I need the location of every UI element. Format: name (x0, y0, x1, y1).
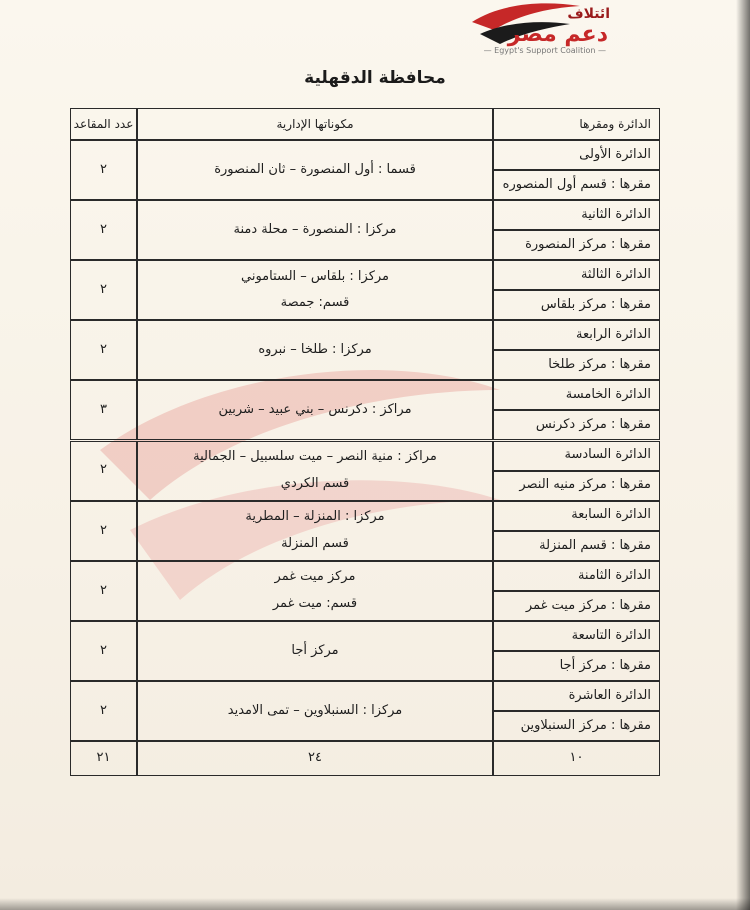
total-districts: ١٠ (493, 741, 660, 776)
district-seats: ٣ (70, 380, 137, 440)
district-components (137, 561, 493, 621)
district-seat: مقرها : مركز طلخا (493, 350, 660, 380)
district-components (137, 320, 493, 380)
district-name: الدائرة الخامسة (493, 380, 660, 410)
components-stack (291, 643, 338, 659)
district-seats: ٢ (70, 681, 137, 741)
page-title: محافظة الدقهلية (304, 68, 446, 88)
components-stack (193, 449, 437, 492)
components-stack (218, 402, 411, 418)
district-components (137, 200, 493, 260)
coalition-logo (470, 0, 630, 60)
district-seats: ٢ (70, 501, 137, 561)
components-stack (241, 269, 389, 312)
header-seats: عدد المقاعد (70, 108, 137, 140)
district-seat: مقرها : قسم المنزلة (493, 531, 660, 561)
component-line: مراكز : منية النصر – ميت سلسبيل – الجمالية (193, 449, 437, 465)
components-stack (245, 509, 384, 552)
district-name: الدائرة العاشرة (493, 681, 660, 711)
logo-line2: دعم مصر (507, 22, 608, 47)
district-seats: ٢ (70, 441, 137, 501)
district-seats: ٢ (70, 260, 137, 320)
total-components: ٢٤ (137, 741, 493, 776)
district-name: الدائرة الرابعة (493, 320, 660, 350)
component-line: مراكز : دكرنس – بني عبيد – شربين (218, 402, 412, 418)
header-district: الدائرة ومقرها (493, 108, 660, 140)
logo-line1: ائتلاف (567, 6, 610, 22)
district-name: الدائرة الثامنة (493, 561, 660, 591)
page-edge-shadow (736, 0, 750, 910)
logo-english: — Egypt's Support Coalition — (483, 46, 606, 55)
district-components (137, 380, 493, 440)
districts-table (70, 108, 660, 776)
district-seat: مقرها : مركز أجا (493, 651, 660, 681)
component-line: مركزا : المنزلة – المطرية (245, 509, 385, 525)
district-seat: مقرها : قسم أول المنصوره (493, 170, 660, 200)
district-seats: ٢ (70, 621, 137, 681)
component-line: قسما : أول المنصورة – ثان المنصورة (214, 161, 416, 177)
district-name: الدائرة السابعة (493, 501, 660, 531)
component-line: قسم: جمصة (280, 295, 350, 311)
district-components (137, 621, 493, 681)
total-seats: ٢١ (70, 741, 137, 776)
components-stack (228, 703, 402, 719)
components-stack (273, 569, 357, 612)
component-line: مركزا : السنبلاوين – تمى الامديد (227, 702, 403, 718)
district-name: الدائرة الثالثة (493, 260, 660, 290)
district-name: الدائرة السادسة (493, 441, 660, 471)
district-seats: ٢ (70, 320, 137, 380)
district-name: الدائرة الأولى (493, 140, 660, 170)
district-seats: ٢ (70, 140, 137, 200)
district-seats: ٢ (70, 561, 137, 621)
district-components (137, 681, 493, 741)
component-line: مركزا : طلخا – نبروه (258, 342, 372, 358)
component-line: قسم المنزلة (281, 535, 349, 551)
district-components (137, 501, 493, 561)
district-seat: مقرها : مركز دكرنس (493, 410, 660, 440)
district-seat: مقرها : مركز ميت غمر (493, 591, 660, 621)
district-seat: مقرها : مركز السنبلاوين (493, 711, 660, 741)
header-components: مكوناتها الإدارية (137, 108, 493, 140)
component-line: مركزا : المنصورة – محلة دمنة (233, 222, 397, 238)
components-stack (234, 222, 397, 238)
components-stack (258, 342, 371, 358)
district-seat: مقرها : مركز بلقاس (493, 290, 660, 320)
component-line: مركز ميت غمر (274, 569, 356, 585)
component-line: قسم الكردي (280, 475, 350, 491)
district-seats: ٢ (70, 200, 137, 260)
district-seat: مقرها : مركز منيه النصر (493, 471, 660, 501)
district-name: الدائرة الثانية (493, 200, 660, 230)
components-stack (214, 162, 416, 178)
district-components (137, 140, 493, 200)
component-line: مركز أجا (291, 642, 339, 658)
district-seat: مقرها : مركز المنصورة (493, 230, 660, 260)
component-line: قسم: ميت غمر (272, 595, 358, 611)
page-bottom-shadow (0, 898, 750, 910)
district-components (137, 260, 493, 320)
district-name: الدائرة التاسعة (493, 621, 660, 651)
component-line: مركزا : بلقاس – الستاموني (240, 268, 390, 284)
district-components (137, 441, 493, 501)
